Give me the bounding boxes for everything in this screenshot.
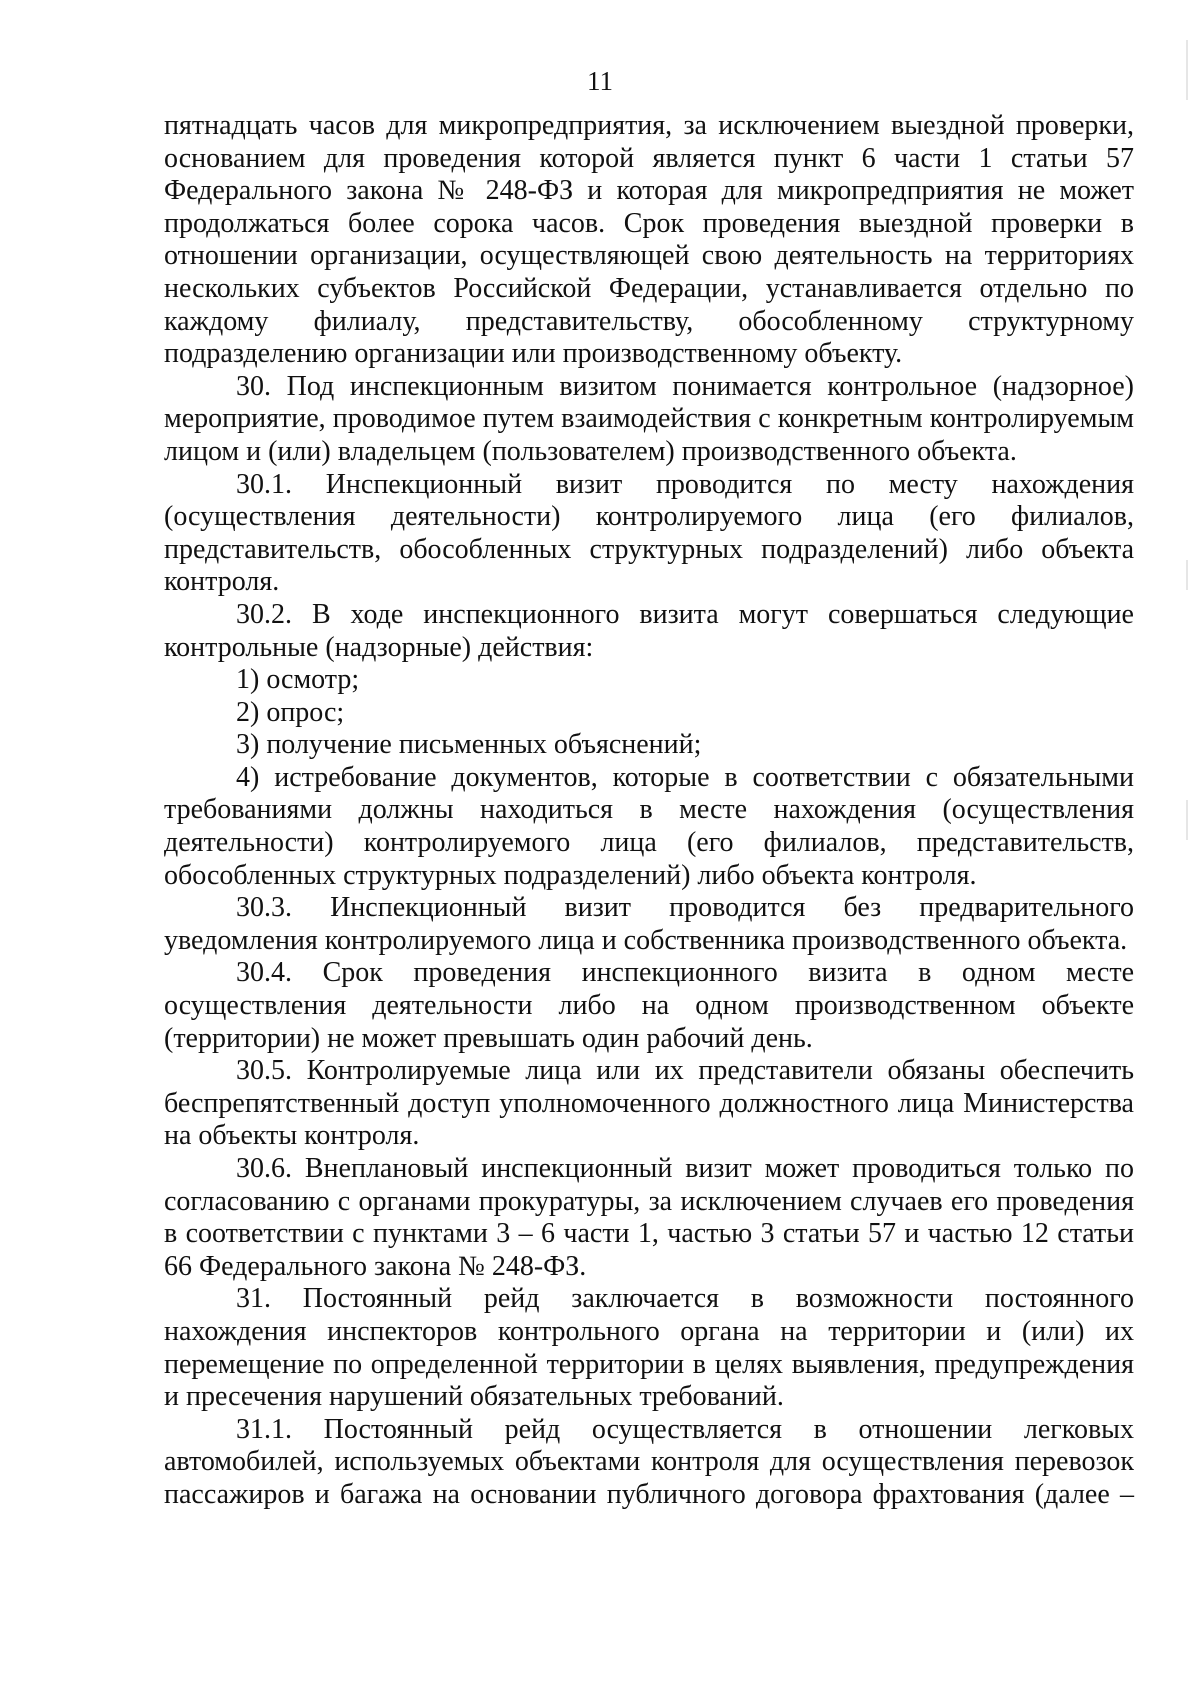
paragraph-30-6: 30.6. Внеплановый инспекционный визит может проводиться только по согласованию с органами прокуратуры, за исключением случаев его проведения в соответствии с пунктами 3 – 6 части 1, частью 3 статьи 57 и частью 12 статьи 66 Федерального закона № 248-ФЗ. [164, 1153, 1134, 1282]
scan-edge-mark [1186, 560, 1188, 590]
paragraph-30-5: 30.5. Контролируемые лица или их представители обязаны обеспечить беспрепятственный доступ уполномоченного должностного лица Министерства на объекты контроля. [164, 1055, 1134, 1152]
paragraph-30: 30. Под инспекционным визитом понимается контрольное (надзорное) мероприятие, проводимое путем взаимодействия с конкретным контролируемым лицом и (или) владельцем (пользователем) производственного объекта. [164, 370, 1134, 467]
paragraph-31-1: 31.1. Постоянный рейд осуществляется в отношении легковых автомобилей, используемых объектами контроля для осуществления перевозок пассажиров и багажа на основании публичного договора фрахтования (далее – [164, 1413, 1134, 1510]
document-body [164, 110, 1134, 1512]
list-item-1: 1) осмотр; [236, 664, 360, 696]
paragraph-30-4: 30.4. Срок проведения инспекционного визита в одном месте осуществления деятельности либо на одном производственном объекте (территории) не может превышать один рабочий день. [164, 957, 1134, 1054]
paragraph-30-3: 30.3. Инспекционный визит проводится без предварительного уведомления контролируемого лица и собственника производственного объекта. [164, 892, 1134, 956]
page-number: 11 [587, 66, 613, 96]
paragraph-30-2: 30.2. В ходе инспекционного визита могут совершаться следующие контрольные (надзорные) действия: [164, 598, 1134, 663]
list-item-3: 3) получение письменных объяснений; [236, 729, 702, 761]
paragraph-continuation: пятнадцать часов для микропредприятия, за исключением выездной проверки, основанием для проведения которой является пункт 6 части 1 статьи 57 Федерального закона № 248-ФЗ и которая для микропредприятия не может продолжаться более сорока часов. Срок проведения выездной проверки в отношении организации, осуществляющей свою деятельность на территориях нескольких субъектов Российской Федерации, устанавливается отдельно по каждому филиалу, представительству, обособленному структурному подразделению организации или производственному объекту. [164, 110, 1134, 370]
list-item-4: 4) истребование документов, которые в соответствии с обязательными требованиями должны находиться в месте нахождения (осуществления деятельности) контролируемого лица (его филиалов, представительств, обособленных структурных подразделений) либо объекта контроля. [164, 761, 1134, 891]
list-item-2: 2) опрос; [236, 696, 345, 728]
paragraph-31: 31. Постоянный рейд заключается в возможности постоянного нахождения инспекторов контрольного органа на территории и (или) их перемещение по определенной территории в целях выявления, предупреждения и пресечения нарушений обязательных требований. [164, 1283, 1134, 1413]
paragraph-30-1: 30.1. Инспекционный визит проводится по месту нахождения (осуществления деятельности) контролируемого лица (его филиалов, представительств, обособленных структурных подразделений) либо объекта контроля. [164, 468, 1134, 598]
scan-edge-mark [1186, 800, 1188, 840]
